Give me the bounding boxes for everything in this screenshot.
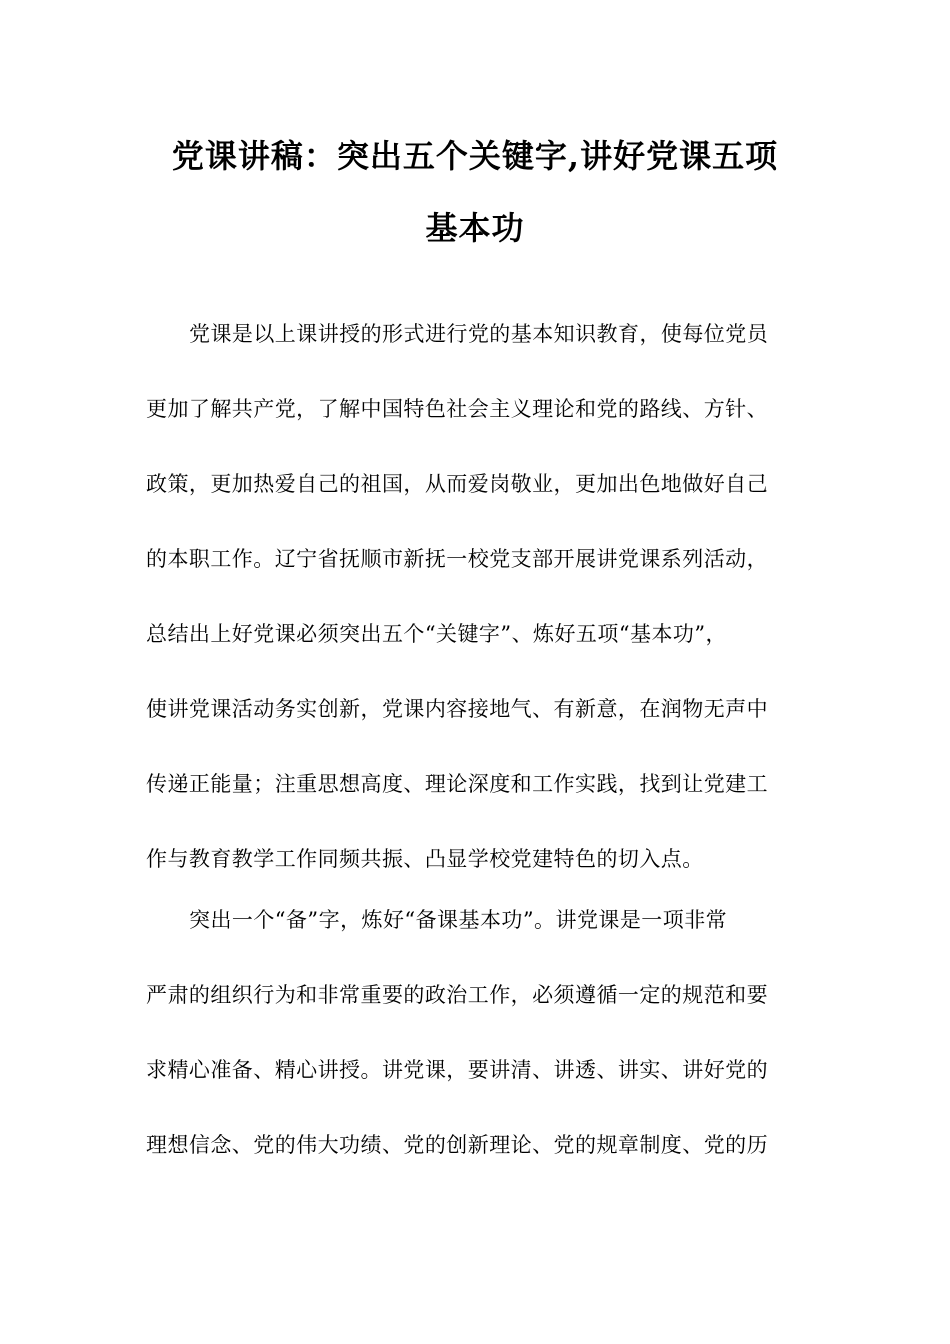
paragraph-2-line-1-text: 突出一个“备”字，炼好“备课基本功”。讲党课是一项非常 <box>189 908 728 932</box>
document-title-line-2: 基本功 <box>425 209 525 247</box>
paragraph-1-line-3-text: 政策，更加热爱自己的祖国，从而爱岗敬业，更加出色地做好自己 <box>146 472 769 496</box>
paragraph-2-line-2-text: 严肃的组织行为和非常重要的政治工作，必须遵循一定的规范和要 <box>146 983 769 1007</box>
paragraph-1-line-2-text: 更加了解共产党，了解中国特色社会主义理论和党的路线、方针、 <box>146 397 769 421</box>
paragraph-1-line-4-text: 的本职工作。辽宁省抚顺市新抚一校党支部开展讲党课系列活动， <box>146 547 769 571</box>
paragraph-1-line-5-text: 总结出上好党课必须突出五个“关键字”、炼好五项“基本功”， <box>146 622 727 646</box>
document-title-line-1: 党课讲稿：突出五个关键字,讲好党课五项 <box>171 137 779 175</box>
paragraph-1-line-6-text: 使讲党课活动务实创新，党课内容接地气、有新意，在润物无声中 <box>146 697 769 721</box>
paragraph-1-line-8-text: 作与教育教学工作同频共振、凸显学校党建特色的切入点。 <box>146 847 704 871</box>
paragraph-1-line-7-text: 传递正能量；注重思想高度、理论深度和工作实践，找到让党建工 <box>146 772 769 796</box>
paragraph-1-line-1-text: 党课是以上课讲授的形式进行党的基本知识教育，使每位党员 <box>189 322 769 346</box>
paragraph-2-line-3-text: 求精心准备、精心讲授。讲党课，要讲清、讲透、讲实、讲好党的 <box>146 1058 769 1082</box>
paragraph-2-line-4-text: 理想信念、党的伟大功绩、党的创新理论、党的规章制度、党的历 <box>146 1133 769 1157</box>
